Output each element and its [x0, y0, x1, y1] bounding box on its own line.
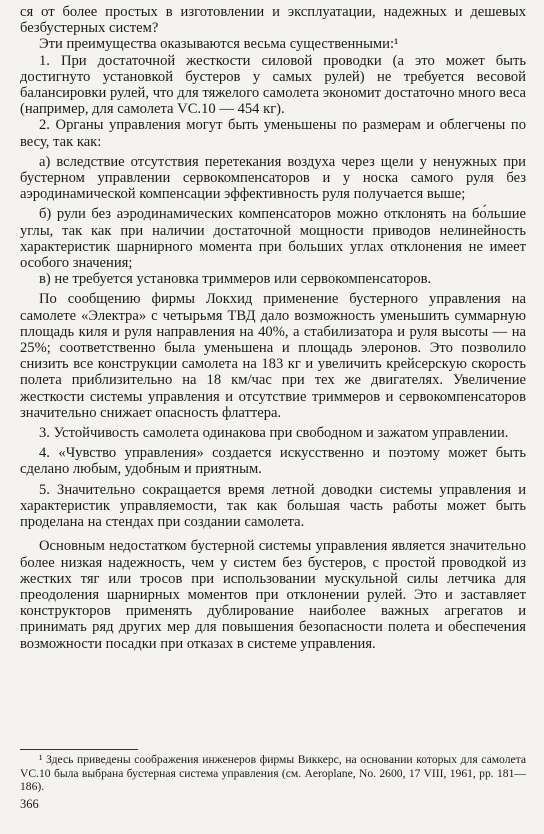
footnote-text: ¹ Здесь приведены соображения инженеров фирмы Виккерс, на основании которых для самолета VC.10 была выбрана бустерная система управления (см. Aeroplane, No. 2600, 17 VIII, 1961, pp. 181—186). — [20, 753, 526, 794]
paragraph: 3. Устойчивость самолета одинакова при свободном и зажатом управлении. — [39, 425, 509, 442]
paragraph: б) рули без аэродинамических компенсаторов можно отклонять на бо́льшие углы, так как при наличии достаточной мощности приводов нелинейность характеристик шарнирного момента при больших углах отклонения не имеет особого значения; — [20, 206, 526, 272]
paragraph: 4. «Чувство управления» создается искусственно и поэтому может быть сделано любым, удобным и приятным. — [20, 445, 526, 478]
footnote — [20, 753, 526, 794]
paragraph: ся от более простых в изготовлении и эксплуатации, надежных и дешевых безбустерных систем? — [20, 4, 526, 37]
page-number: 366 — [20, 797, 39, 811]
footnote-separator — [20, 749, 138, 750]
paragraph: По сообщению фирмы Локхид применение бустерного управления на самолете «Электра» с четырьмя ТВД дало возможность уменьшить суммарную площадь киля и руля направления на 40%, а стабилизатора и руля высоты — на 25%; соответственно была уменьшена и площадь элеронов. Это позволило снизить все конструкции самолета на 183 кг и увеличить крейсерскую скорость полета приблизительно на 18 км/час при тех же двигателях. Увеличение жесткости системы управления и отсутствие триммеров и сервокомпенсаторов значительно снижает опасность флаттера. — [20, 291, 526, 421]
paragraph: 5. Значительно сокращается время летной доводки системы управления и характеристик управляемости, так как большая часть работы может быть проделана на стендах при создании самолета. — [20, 481, 526, 531]
body-text — [20, 4, 526, 652]
paragraph: 1. При достаточной жесткости силовой проводки (а это может быть достигнуто установкой бустеров у самых рулей) не требуется весовой балансировки рулей, что для тяжелого самолета экономит достаточно много веса (например, для самолета VC.10 — 454 кг). — [20, 52, 526, 118]
paragraph: в) не требуется установка триммеров или сервокомпенсаторов. — [39, 271, 432, 288]
paragraph: Основным недостатком бустерной системы управления является значительно более низкая надежность, чем у систем без бустеров, с простой проводкой из жестких тяг или тросов при использовании мускульной силы летчика для преодоления шарнирных моментов при отклонении рулей. Это и заставляет конструкторов применять дублирование наиболее важных агрегатов и принимать ряд других мер для повышения безопасности полета и обеспечения возможности посадки при отказах в системе управления. — [20, 538, 526, 652]
paragraph: а) вследствие отсутствия перетекания воздуха через щели у ненужных при бустерном управлении сервокомпенсаторов и у носка самого руля без аэродинамической компенсации эффективность руля получается выше; — [20, 153, 526, 203]
paragraph: 2. Органы управления могут быть уменьшены по размерам и облегчены по весу, так как: — [20, 117, 526, 150]
paragraph: Эти преимущества оказываются весьма существенными:¹ — [39, 36, 399, 53]
